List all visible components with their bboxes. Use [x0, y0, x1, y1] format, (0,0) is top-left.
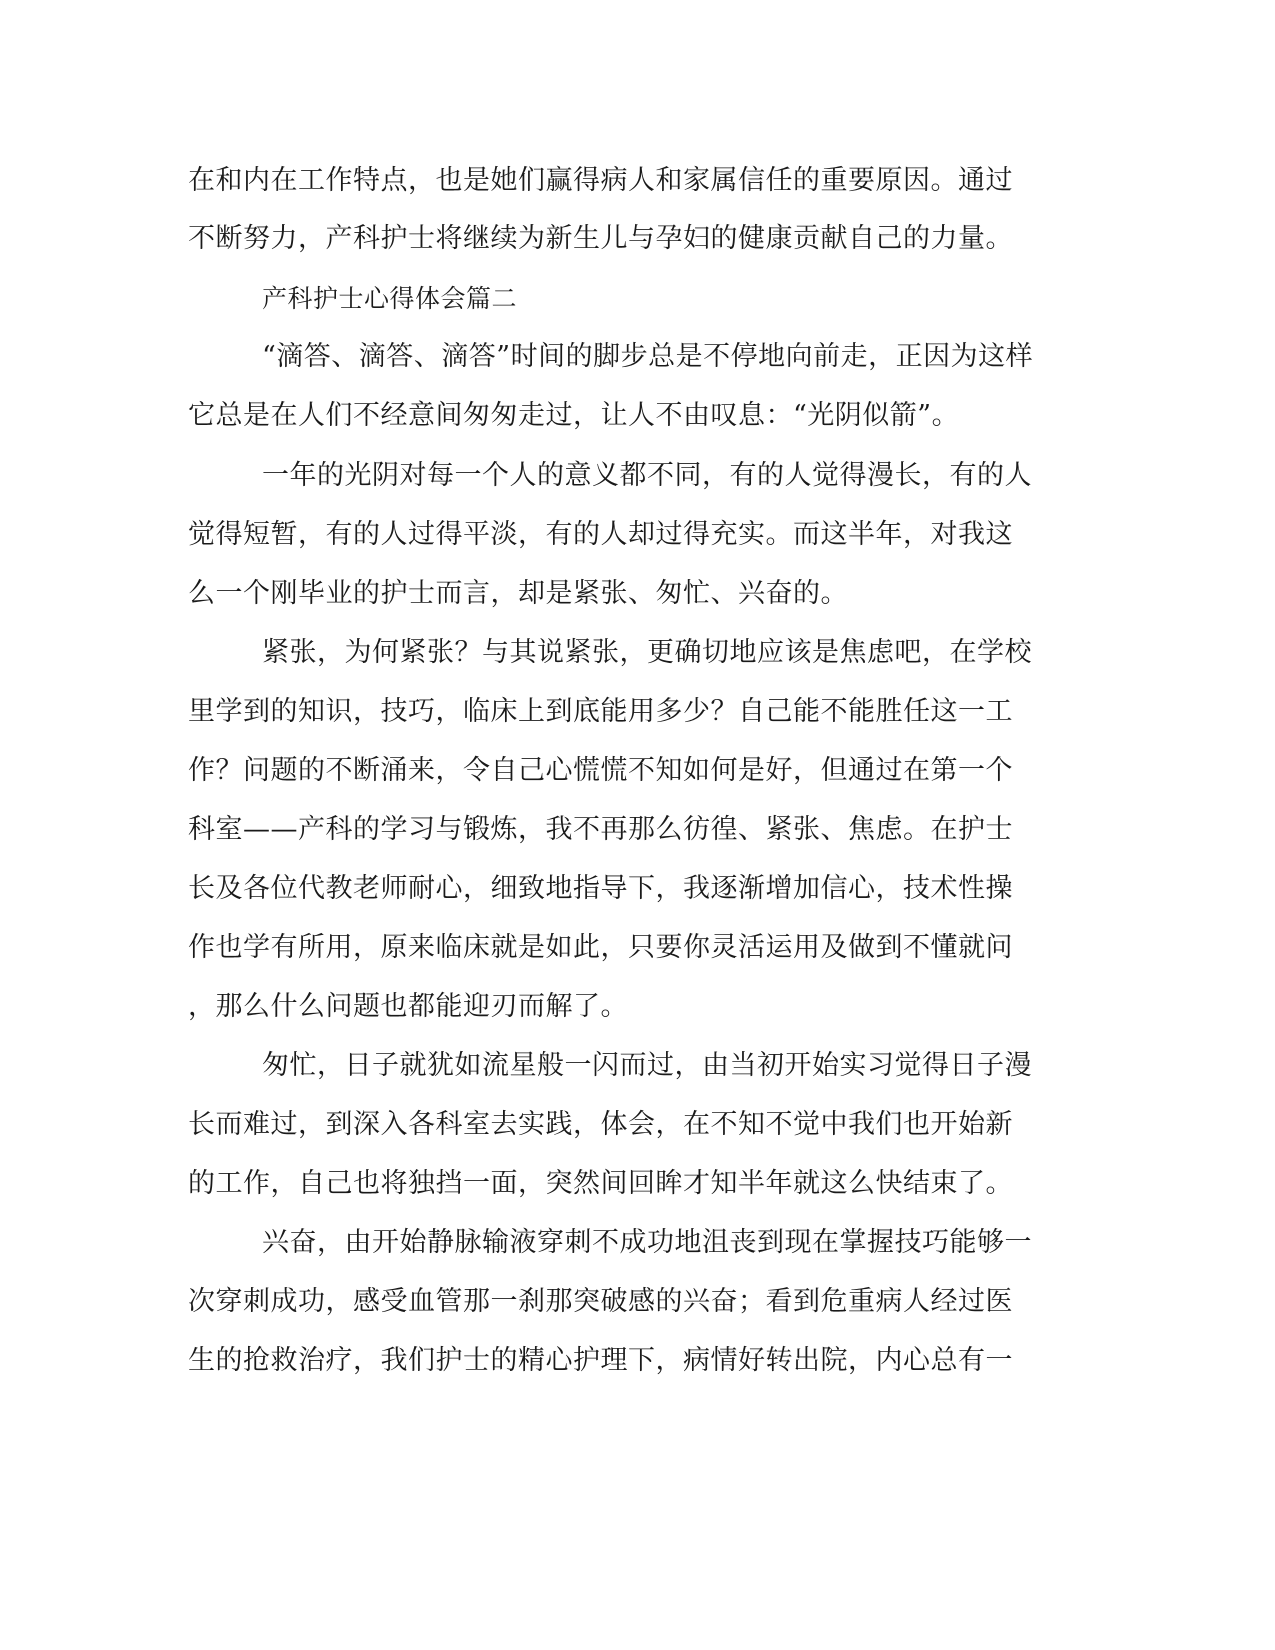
text-line: “滴答、滴答、滴答”时间的脚步总是不停地向前走，正因为这样: [262, 341, 1034, 372]
text-line: 的工作，自己也将独挡一面，突然间回眸才知半年就这么快结束了。: [188, 1168, 1013, 1199]
text-line: 长而难过，到深入各科室去实践，体会，在不知不觉中我们也开始新: [188, 1109, 1013, 1140]
text-line: 紧张，为何紧张？与其说紧张，更确切地应该是焦虑吧，在学校: [262, 637, 1032, 668]
text-line: 作也学有所用，原来临床就是如此，只要你灵活运用及做到不懂就问: [188, 932, 1013, 963]
text-line: 它总是在人们不经意间匆匆走过，让人不由叹息：“光阴似箭”。: [188, 400, 960, 431]
text-line: 里学到的知识，技巧，临床上到底能用多少？自己能不能胜任这一工: [188, 696, 1013, 727]
text-line: 一年的光阴对每一个人的意义都不同，有的人觉得漫长，有的人: [262, 460, 1032, 491]
text-line: 次穿刺成功，感受血管那一刹那突破感的兴奋；看到危重病人经过医: [188, 1286, 1013, 1317]
text-line: 觉得短暂，有的人过得平淡，有的人却过得充实。而这半年，对我这: [188, 519, 1013, 550]
text-line: 兴奋，由开始静脉输液穿刺不成功地沮丧到现在掌握技巧能够一: [262, 1227, 1032, 1258]
text-line: ，那么什么问题也都能迎刃而解了。: [188, 991, 628, 1022]
text-line: 作？问题的不断涌来，令自己心慌慌不知如何是好，但通过在第一个: [188, 755, 1013, 786]
text-line: 生的抢救治疗，我们护士的精心护理下，病情好转出院，内心总有一: [188, 1345, 1013, 1376]
text-line: 么一个刚毕业的护士而言，却是紧张、匆忙、兴奋的。: [188, 578, 848, 609]
text-line: 科室——产科的学习与锻炼，我不再那么彷徨、紧张、焦虑。在护士: [188, 814, 1013, 845]
text-line: 在和内在工作特点，也是她们赢得病人和家属信任的重要原因。通过: [188, 165, 1013, 196]
section-heading: 产科护士心得体会篇二: [262, 284, 518, 313]
text-line: 长及各位代教老师耐心，细致地指导下，我逐渐增加信心，技术性操: [188, 873, 1013, 904]
text-line: 不断努力，产科护士将继续为新生儿与孕妇的健康贡献自己的力量。: [188, 223, 1013, 254]
text-line: 匆忙，日子就犹如流星般一闪而过，由当初开始实习觉得日子漫: [262, 1050, 1032, 1081]
